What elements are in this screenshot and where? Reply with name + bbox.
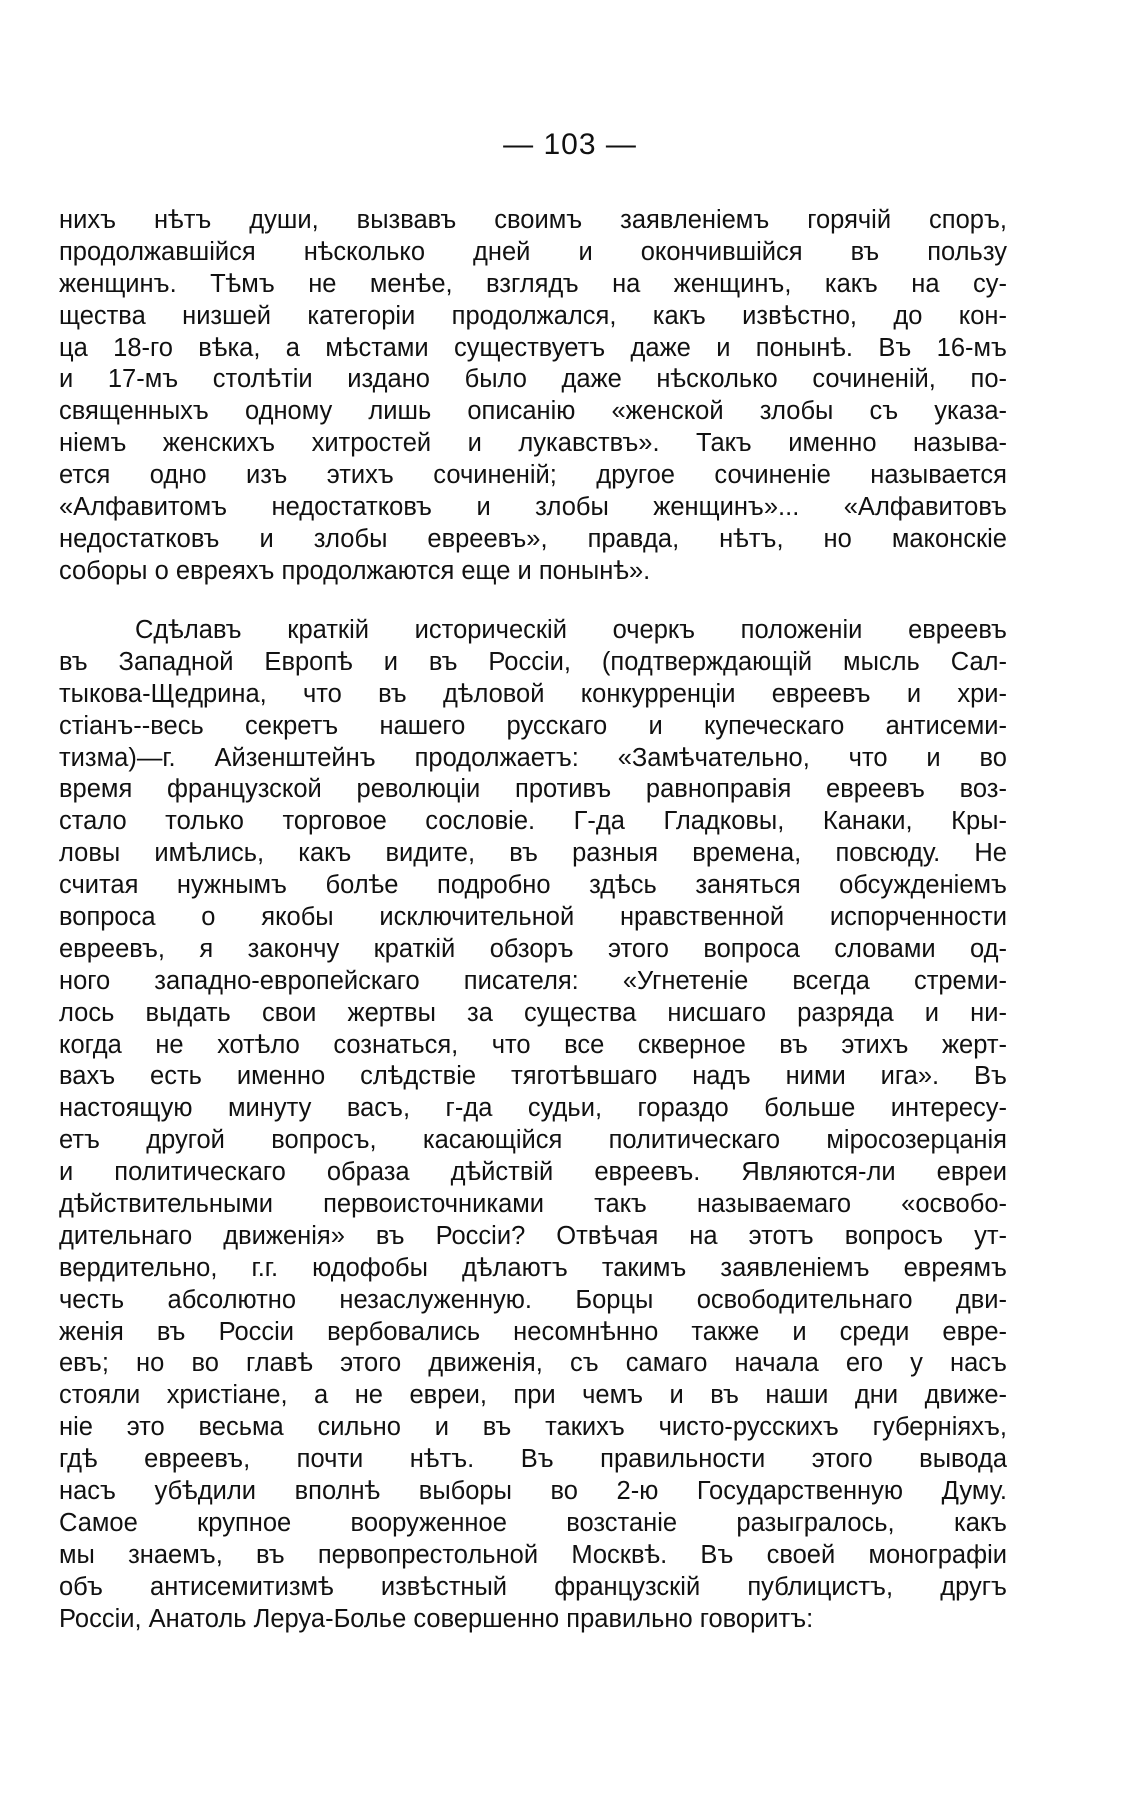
text-line: тизма)—г. Айзенштейнъ продолжаетъ: «Замѣчательно, что и во [59,743,1007,772]
text-line: «Алфавитомъ недостатковъ и злобы женщинъ»... «Алфавитовъ [59,493,1007,522]
text-line: стояли христіане, а не евреи, при чемъ и въ наши дни движе- [59,1381,1007,1410]
text-line: стіанъ--весь секретъ нашего русскаго и купеческаго антисеми- [59,711,1007,740]
text-line: женія въ Россіи вербовались несомнѣнно также и среди евре- [59,1317,1007,1346]
text-line: ніемъ женскихъ хитростей и лукавствъ». Такъ именно называ- [59,429,1007,458]
paragraph-2 [59,615,1007,1636]
text-line: считая нужнымъ болѣе подробно здѣсь заняться обсужденіемъ [59,871,1007,900]
text-line: когда не хотѣло сознаться, что все скверное въ этихъ жерт- [59,1030,1007,1059]
text-line: Россіи, Анатоль Леруа-Болье совершенно правильно говоритъ: [59,1604,814,1633]
text-line: время французской революціи противъ равноправія евреевъ воз- [59,775,1007,804]
text-line: настоящую минуту васъ, г-да судьи, гораздо больше интересу- [59,1094,1007,1123]
text-line: соборы о евреяхъ продолжаются еще и понынѣ». [59,556,651,585]
text-line: евреевъ, я закончу краткій обзоръ этого вопроса словами од- [59,934,1007,963]
text-line: священныхъ одному лишь описанію «женской злобы съ указа- [59,397,1007,426]
text-line: Самое крупное вооруженное возстаніе разыгралось, какъ [59,1508,1007,1537]
text-line: недостатковъ и злобы евреевъ», правда, нѣтъ, но маконскіе [59,524,1007,553]
page-number-header: — 103 — [503,128,637,161]
text-line: вахъ есть именно слѣдствіе тяготѣвшаго надъ ними ига». Въ [59,1062,1007,1091]
text-line: ного западно-европейскаго писателя: «Угнетеніе всегда стреми- [59,966,1007,995]
text-line: продолжавшійся нѣсколько дней и окончившійся въ пользу [59,237,1007,266]
text-line: дительнаго движенія» въ Россіи? Отвѣчая на этотъ вопросъ ут- [59,1221,1007,1250]
text-line: мы знаемъ, въ первопрестольной Москвѣ. Въ своей монографіи [59,1540,1007,1569]
text-line: етъ другой вопросъ, касающійся политическаго міросозерцанія [59,1126,1007,1155]
text-line: лось выдать свои жертвы за существа нисшаго разряда и ни- [59,998,1007,1027]
text-line: женщинъ. Тѣмъ не менѣе, взглядъ на женщинъ, какъ на су- [59,269,1007,298]
text-line: ца 18-го вѣка, а мѣстами существуетъ даже и понынѣ. Въ 16-мъ [59,333,1007,362]
text-line: ніе это весьма сильно и въ такихъ чисто-русскихъ губерніяхъ, [59,1413,1007,1442]
text-line: дѣйствительными первоисточниками такъ называемаго «освобо- [59,1190,1007,1219]
text-line: вердительно, г.г. юдофобы дѣлаютъ такимъ заявленіемъ евреямъ [59,1253,1007,1282]
text-line: евъ; но во главѣ этого движенія, съ самаго начала его у насъ [59,1349,1007,1378]
text-line: ловы имѣлись, какъ видите, въ разныя времена, повсюду. Не [59,839,1007,868]
text-line: гдѣ евреевъ, почти нѣтъ. Въ правильности этого вывода [59,1445,1007,1474]
text-line: Сдѣлавъ краткій историческій очеркъ положеніи евреевъ [135,616,1007,644]
text-line: тыкова-Щедрина, что въ дѣловой конкурренціи евреевъ и хри- [59,679,1007,708]
text-line: стало только торговое сословіе. Г-да Гладковы, Канаки, Кры- [59,807,1007,836]
text-line: насъ убѣдили вполнѣ выборы во 2-ю Государственную Думу. [59,1477,1007,1506]
text-line: и политическаго образа дѣйствій евреевъ. Являются-ли евреи [59,1158,1007,1187]
text-line: вопроса о якобы исключительной нравственной испорченности [59,903,1007,932]
text-line: ется одно изъ этихъ сочиненій; другое сочиненіе называется [59,461,1007,490]
text-line: и 17-мъ столѣтіи издано было даже нѣсколько сочиненій, по- [59,365,1007,394]
text-line: объ антисемитизмѣ извѣстный французскій публицистъ, другъ [59,1572,1007,1601]
text-line: честь абсолютно незаслуженную. Борцы освободительнаго дви- [59,1285,1007,1314]
paragraph-1 [59,205,1007,588]
text-line: въ Западной Европѣ и въ Россіи, (подтверждающій мысль Сал- [59,647,1007,676]
text-line: нихъ нѣтъ души, вызвавъ своимъ заявленіемъ горячій споръ, [59,206,1007,234]
text-line: щества низшей категоріи продолжался, какъ извѣстно, до кон- [59,301,1007,330]
